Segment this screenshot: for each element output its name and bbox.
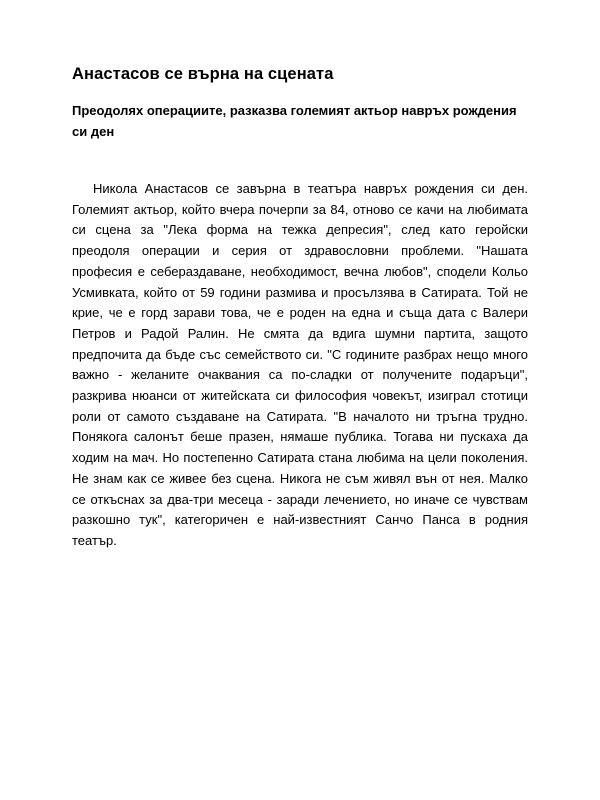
document-page [72,62,528,552]
article-body: Никола Анастасов се завърна в театъра навръх рождения си ден. Големият актьор, който вчера почерпи за 84, отново се качи на любимата си сцена за "Лека форма на тежка депресия", след като геройски преодоля операции и серия от здравословни проблеми. "Нашата професия е себераздаване, необходимост, вечна любов", сподели Кольо Усмивката, който от 59 години размива и просълзява в Сатирата. Той не крие, че е горд зарави това, че е роден на една и съща дата с Валери Петров и Радой Ралин. Не смята да вдига шумни партита, защото предпочита да бъде със семейството си. "С годините разбрах нещо много важно - желаните очаквания са по-сладки от получените подаръци", разкрива нюанси от житейската си философия човекът, изиграл стотици роли от самото създаване на Сатирата. "В началото ни тръгна трудно. Понякога салонът беше празен, нямаше публика. Тогава ни пускаха да ходим на мач. Но постепенно Сатирата стана любима на цели поколения. Не знам как се живее без сцена. Никога не съм живял вън от нея. Малко се откъснах за два-три месеца - заради лечението, но иначе се чувствам разкошно тук", категоричен е най-известният Санчо Панса в родния театър. [72,181,528,548]
article-subtitle: Преодолях операциите, разказва големият актьор навръх рождения си ден [72,103,517,139]
article-title: Анастасов се върна на сцената [72,65,334,83]
